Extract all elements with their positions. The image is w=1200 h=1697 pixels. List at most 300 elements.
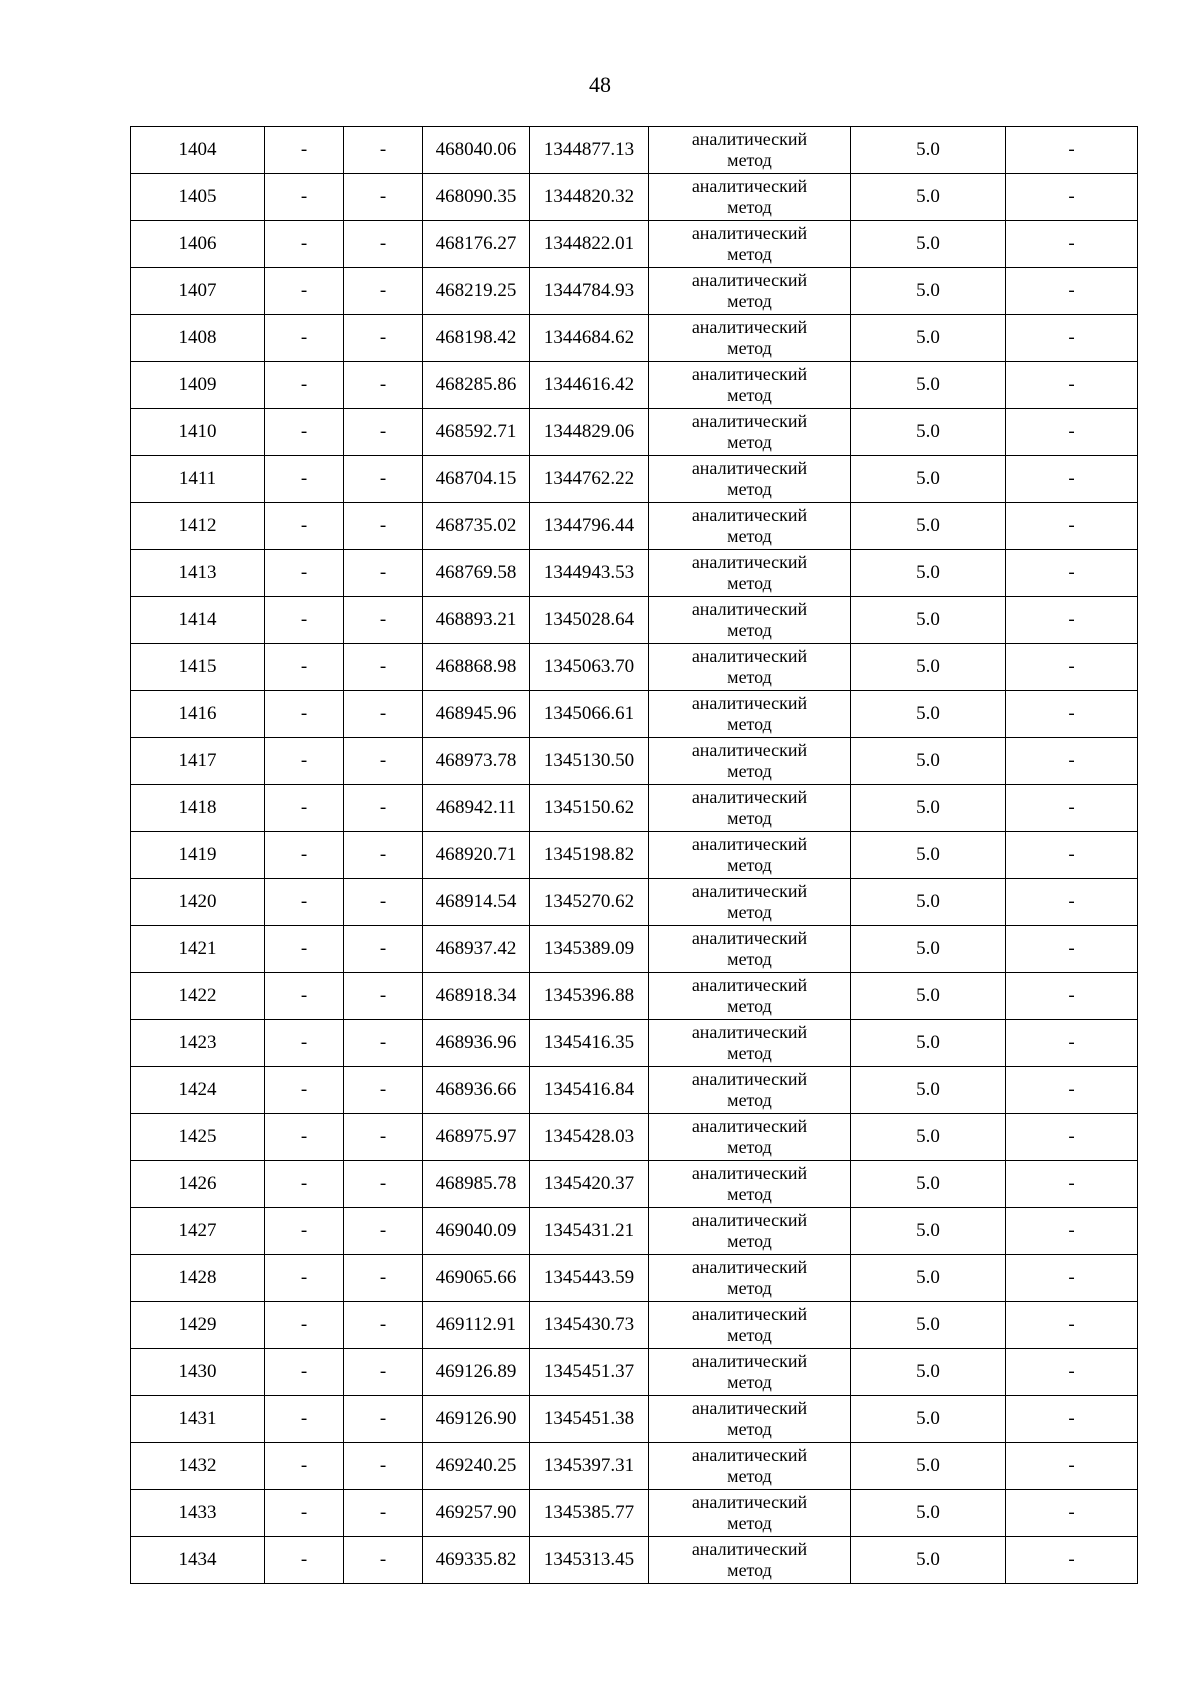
dash-cell-2: - (265, 1537, 344, 1584)
dash-cell-3: - (344, 362, 423, 409)
method-line-1: аналитический (691, 1539, 808, 1559)
accuracy-cell: 5.0 (851, 221, 1006, 268)
method-line-1: аналитический (691, 1116, 808, 1136)
method-line-2: метод (727, 1513, 772, 1533)
note-cell: - (1006, 1208, 1138, 1255)
dash-cell-3: - (344, 1255, 423, 1302)
table-row (131, 1020, 1138, 1067)
y-coordinate-cell: 1345416.84 (530, 1067, 649, 1114)
table-row (131, 973, 1138, 1020)
y-coordinate-cell: 1345443.59 (530, 1255, 649, 1302)
dash-cell-2: - (265, 1490, 344, 1537)
method-cell (649, 268, 851, 315)
point-number-cell: 1410 (131, 409, 265, 456)
note-cell: - (1006, 1396, 1138, 1443)
table-body (131, 127, 1138, 1584)
dash-cell-2: - (265, 503, 344, 550)
dash-cell-2: - (265, 926, 344, 973)
dash-cell-2: - (265, 1161, 344, 1208)
dash-cell-2: - (265, 315, 344, 362)
method-line-1: аналитический (691, 975, 808, 995)
method-line-2: метод (727, 573, 772, 593)
dash-cell-2: - (265, 268, 344, 315)
method-line-1: аналитический (691, 1492, 808, 1512)
method-line-1: аналитический (691, 1445, 808, 1465)
method-line-1: аналитический (691, 1257, 808, 1277)
method-cell (649, 1302, 851, 1349)
x-coordinate-cell: 468868.98 (423, 644, 530, 691)
y-coordinate-cell: 1345150.62 (530, 785, 649, 832)
method-line-2: метод (727, 808, 772, 828)
table-row (131, 644, 1138, 691)
method-line-1: аналитический (691, 834, 808, 854)
point-number-cell: 1425 (131, 1114, 265, 1161)
method-cell (649, 597, 851, 644)
dash-cell-2: - (265, 1443, 344, 1490)
method-line-1: аналитический (691, 505, 808, 525)
table-row (131, 550, 1138, 597)
table-row (131, 1443, 1138, 1490)
note-cell: - (1006, 550, 1138, 597)
point-number-cell: 1434 (131, 1537, 265, 1584)
x-coordinate-cell: 468198.42 (423, 315, 530, 362)
y-coordinate-cell: 1345431.21 (530, 1208, 649, 1255)
method-cell (649, 1349, 851, 1396)
method-cell (649, 1114, 851, 1161)
x-coordinate-cell: 468285.86 (423, 362, 530, 409)
method-line-2: метод (727, 432, 772, 452)
note-cell: - (1006, 1443, 1138, 1490)
dash-cell-2: - (265, 127, 344, 174)
accuracy-cell: 5.0 (851, 1020, 1006, 1067)
method-line-1: аналитический (691, 1304, 808, 1324)
dash-cell-2: - (265, 550, 344, 597)
point-number-cell: 1429 (131, 1302, 265, 1349)
method-cell (649, 738, 851, 785)
point-number-cell: 1408 (131, 315, 265, 362)
table-row (131, 1537, 1138, 1584)
note-cell: - (1006, 503, 1138, 550)
table-row (131, 1208, 1138, 1255)
method-cell (649, 832, 851, 879)
y-coordinate-cell: 1345451.38 (530, 1396, 649, 1443)
x-coordinate-cell: 469257.90 (423, 1490, 530, 1537)
x-coordinate-cell: 468945.96 (423, 691, 530, 738)
y-coordinate-cell: 1345066.61 (530, 691, 649, 738)
accuracy-cell: 5.0 (851, 503, 1006, 550)
dash-cell-3: - (344, 973, 423, 1020)
method-line-1: аналитический (691, 928, 808, 948)
method-line-1: аналитический (691, 740, 808, 760)
table-row (131, 926, 1138, 973)
y-coordinate-cell: 1344796.44 (530, 503, 649, 550)
method-line-1: аналитический (691, 552, 808, 572)
y-coordinate-cell: 1345130.50 (530, 738, 649, 785)
method-line-2: метод (727, 1278, 772, 1298)
method-line-2: метод (727, 714, 772, 734)
y-coordinate-cell: 1345198.82 (530, 832, 649, 879)
point-number-cell: 1428 (131, 1255, 265, 1302)
accuracy-cell: 5.0 (851, 1349, 1006, 1396)
dash-cell-3: - (344, 503, 423, 550)
accuracy-cell: 5.0 (851, 315, 1006, 362)
method-line-1: аналитический (691, 129, 808, 149)
method-line-1: аналитический (691, 1351, 808, 1371)
y-coordinate-cell: 1344877.13 (530, 127, 649, 174)
note-cell: - (1006, 1067, 1138, 1114)
dash-cell-2: - (265, 1208, 344, 1255)
table-row (131, 832, 1138, 879)
table-row (131, 879, 1138, 926)
table-row (131, 691, 1138, 738)
y-coordinate-cell: 1345420.37 (530, 1161, 649, 1208)
dash-cell-3: - (344, 268, 423, 315)
x-coordinate-cell: 469040.09 (423, 1208, 530, 1255)
x-coordinate-cell: 468735.02 (423, 503, 530, 550)
method-line-2: метод (727, 1466, 772, 1486)
accuracy-cell: 5.0 (851, 456, 1006, 503)
x-coordinate-cell: 468893.21 (423, 597, 530, 644)
dash-cell-3: - (344, 409, 423, 456)
x-coordinate-cell: 469335.82 (423, 1537, 530, 1584)
method-line-2: метод (727, 1231, 772, 1251)
note-cell: - (1006, 127, 1138, 174)
x-coordinate-cell: 468592.71 (423, 409, 530, 456)
accuracy-cell: 5.0 (851, 1208, 1006, 1255)
method-line-2: метод (727, 1372, 772, 1392)
dash-cell-3: - (344, 1161, 423, 1208)
dash-cell-3: - (344, 597, 423, 644)
method-line-1: аналитический (691, 1022, 808, 1042)
coordinates-table (130, 126, 1138, 1584)
method-line-2: метод (727, 761, 772, 781)
method-cell (649, 1490, 851, 1537)
method-cell (649, 221, 851, 268)
table-row (131, 785, 1138, 832)
table-row (131, 268, 1138, 315)
dash-cell-3: - (344, 832, 423, 879)
x-coordinate-cell: 469126.90 (423, 1396, 530, 1443)
point-number-cell: 1433 (131, 1490, 265, 1537)
accuracy-cell: 5.0 (851, 1490, 1006, 1537)
method-line-2: метод (727, 1043, 772, 1063)
table-row (131, 1067, 1138, 1114)
method-line-2: метод (727, 667, 772, 687)
table-row (131, 127, 1138, 174)
dash-cell-3: - (344, 550, 423, 597)
accuracy-cell: 5.0 (851, 1255, 1006, 1302)
dash-cell-2: - (265, 174, 344, 221)
table-row (131, 503, 1138, 550)
point-number-cell: 1417 (131, 738, 265, 785)
note-cell: - (1006, 973, 1138, 1020)
y-coordinate-cell: 1344943.53 (530, 550, 649, 597)
dash-cell-3: - (344, 127, 423, 174)
point-number-cell: 1405 (131, 174, 265, 221)
dash-cell-3: - (344, 1302, 423, 1349)
accuracy-cell: 5.0 (851, 926, 1006, 973)
dash-cell-2: - (265, 832, 344, 879)
dash-cell-2: - (265, 1114, 344, 1161)
y-coordinate-cell: 1345430.73 (530, 1302, 649, 1349)
accuracy-cell: 5.0 (851, 1161, 1006, 1208)
point-number-cell: 1430 (131, 1349, 265, 1396)
x-coordinate-cell: 468914.54 (423, 879, 530, 926)
note-cell: - (1006, 268, 1138, 315)
method-line-1: аналитический (691, 317, 808, 337)
table-row (131, 315, 1138, 362)
x-coordinate-cell: 468937.42 (423, 926, 530, 973)
point-number-cell: 1418 (131, 785, 265, 832)
point-number-cell: 1413 (131, 550, 265, 597)
accuracy-cell: 5.0 (851, 1537, 1006, 1584)
x-coordinate-cell: 469112.91 (423, 1302, 530, 1349)
note-cell: - (1006, 832, 1138, 879)
dash-cell-2: - (265, 879, 344, 926)
method-line-1: аналитический (691, 223, 808, 243)
point-number-cell: 1409 (131, 362, 265, 409)
dash-cell-2: - (265, 362, 344, 409)
method-line-2: метод (727, 385, 772, 405)
note-cell: - (1006, 409, 1138, 456)
note-cell: - (1006, 785, 1138, 832)
table-row (131, 1302, 1138, 1349)
table-row (131, 221, 1138, 268)
method-line-1: аналитический (691, 693, 808, 713)
dash-cell-2: - (265, 1067, 344, 1114)
y-coordinate-cell: 1345397.31 (530, 1443, 649, 1490)
method-line-1: аналитический (691, 364, 808, 384)
method-cell (649, 315, 851, 362)
method-line-1: аналитический (691, 458, 808, 478)
method-cell (649, 1020, 851, 1067)
point-number-cell: 1424 (131, 1067, 265, 1114)
dash-cell-3: - (344, 926, 423, 973)
method-line-2: метод (727, 1325, 772, 1345)
dash-cell-2: - (265, 973, 344, 1020)
point-number-cell: 1419 (131, 832, 265, 879)
note-cell: - (1006, 1020, 1138, 1067)
y-coordinate-cell: 1345389.09 (530, 926, 649, 973)
note-cell: - (1006, 926, 1138, 973)
dash-cell-2: - (265, 785, 344, 832)
x-coordinate-cell: 468973.78 (423, 738, 530, 785)
x-coordinate-cell: 469240.25 (423, 1443, 530, 1490)
accuracy-cell: 5.0 (851, 174, 1006, 221)
accuracy-cell: 5.0 (851, 1443, 1006, 1490)
method-line-2: метод (727, 338, 772, 358)
y-coordinate-cell: 1345270.62 (530, 879, 649, 926)
method-line-1: аналитический (691, 1398, 808, 1418)
point-number-cell: 1404 (131, 127, 265, 174)
method-line-2: метод (727, 949, 772, 969)
point-number-cell: 1422 (131, 973, 265, 1020)
method-line-1: аналитический (691, 881, 808, 901)
x-coordinate-cell: 468918.34 (423, 973, 530, 1020)
dash-cell-2: - (265, 691, 344, 738)
accuracy-cell: 5.0 (851, 1114, 1006, 1161)
method-cell (649, 879, 851, 926)
point-number-cell: 1412 (131, 503, 265, 550)
y-coordinate-cell: 1344829.06 (530, 409, 649, 456)
method-line-2: метод (727, 1090, 772, 1110)
accuracy-cell: 5.0 (851, 973, 1006, 1020)
method-cell (649, 1443, 851, 1490)
accuracy-cell: 5.0 (851, 785, 1006, 832)
point-number-cell: 1411 (131, 456, 265, 503)
dash-cell-3: - (344, 1067, 423, 1114)
method-cell (649, 1396, 851, 1443)
method-line-2: метод (727, 1184, 772, 1204)
dash-cell-3: - (344, 315, 423, 362)
x-coordinate-cell: 469126.89 (423, 1349, 530, 1396)
method-cell (649, 174, 851, 221)
y-coordinate-cell: 1344822.01 (530, 221, 649, 268)
dash-cell-3: - (344, 456, 423, 503)
x-coordinate-cell: 468704.15 (423, 456, 530, 503)
x-coordinate-cell: 468176.27 (423, 221, 530, 268)
note-cell: - (1006, 1537, 1138, 1584)
y-coordinate-cell: 1344820.32 (530, 174, 649, 221)
point-number-cell: 1420 (131, 879, 265, 926)
dash-cell-3: - (344, 1349, 423, 1396)
method-cell (649, 785, 851, 832)
y-coordinate-cell: 1345396.88 (530, 973, 649, 1020)
y-coordinate-cell: 1344762.22 (530, 456, 649, 503)
method-cell (649, 644, 851, 691)
x-coordinate-cell: 468769.58 (423, 550, 530, 597)
note-cell: - (1006, 597, 1138, 644)
page-number: 48 (589, 72, 611, 97)
point-number-cell: 1427 (131, 1208, 265, 1255)
method-line-1: аналитический (691, 599, 808, 619)
method-line-2: метод (727, 1137, 772, 1157)
dash-cell-3: - (344, 879, 423, 926)
note-cell: - (1006, 1255, 1138, 1302)
method-line-2: метод (727, 620, 772, 640)
method-line-1: аналитический (691, 1210, 808, 1230)
dash-cell-2: - (265, 644, 344, 691)
table-row (131, 1490, 1138, 1537)
dash-cell-3: - (344, 1396, 423, 1443)
method-cell (649, 1537, 851, 1584)
dash-cell-2: - (265, 1255, 344, 1302)
method-line-2: метод (727, 197, 772, 217)
method-line-1: аналитический (691, 176, 808, 196)
dash-cell-2: - (265, 1302, 344, 1349)
method-line-2: метод (727, 1419, 772, 1439)
note-cell: - (1006, 456, 1138, 503)
dash-cell-3: - (344, 1490, 423, 1537)
method-line-1: аналитический (691, 646, 808, 666)
note-cell: - (1006, 738, 1138, 785)
point-number-cell: 1414 (131, 597, 265, 644)
accuracy-cell: 5.0 (851, 644, 1006, 691)
method-line-2: метод (727, 855, 772, 875)
table-row (131, 456, 1138, 503)
y-coordinate-cell: 1345313.45 (530, 1537, 649, 1584)
method-line-1: аналитический (691, 270, 808, 290)
dash-cell-3: - (344, 1443, 423, 1490)
point-number-cell: 1426 (131, 1161, 265, 1208)
point-number-cell: 1415 (131, 644, 265, 691)
table-row (131, 597, 1138, 644)
note-cell: - (1006, 221, 1138, 268)
accuracy-cell: 5.0 (851, 1396, 1006, 1443)
note-cell: - (1006, 691, 1138, 738)
dash-cell-2: - (265, 738, 344, 785)
dash-cell-2: - (265, 409, 344, 456)
x-coordinate-cell: 468936.96 (423, 1020, 530, 1067)
dash-cell-2: - (265, 597, 344, 644)
y-coordinate-cell: 1345028.64 (530, 597, 649, 644)
method-cell (649, 1067, 851, 1114)
x-coordinate-cell: 469065.66 (423, 1255, 530, 1302)
method-line-2: метод (727, 902, 772, 922)
x-coordinate-cell: 468975.97 (423, 1114, 530, 1161)
x-coordinate-cell: 468985.78 (423, 1161, 530, 1208)
accuracy-cell: 5.0 (851, 362, 1006, 409)
table-row (131, 738, 1138, 785)
point-number-cell: 1432 (131, 1443, 265, 1490)
dash-cell-3: - (344, 785, 423, 832)
method-cell (649, 926, 851, 973)
dash-cell-2: - (265, 456, 344, 503)
accuracy-cell: 5.0 (851, 1302, 1006, 1349)
x-coordinate-cell: 468936.66 (423, 1067, 530, 1114)
method-line-2: метод (727, 244, 772, 264)
note-cell: - (1006, 1161, 1138, 1208)
note-cell: - (1006, 315, 1138, 362)
table-row (131, 1255, 1138, 1302)
method-cell (649, 456, 851, 503)
point-number-cell: 1406 (131, 221, 265, 268)
dash-cell-3: - (344, 221, 423, 268)
accuracy-cell: 5.0 (851, 127, 1006, 174)
y-coordinate-cell: 1345385.77 (530, 1490, 649, 1537)
method-line-1: аналитический (691, 787, 808, 807)
method-line-2: метод (727, 150, 772, 170)
method-cell (649, 503, 851, 550)
dash-cell-2: - (265, 221, 344, 268)
note-cell: - (1006, 644, 1138, 691)
method-line-2: метод (727, 291, 772, 311)
method-line-2: метод (727, 526, 772, 546)
table-row (131, 1161, 1138, 1208)
dash-cell-3: - (344, 1537, 423, 1584)
method-cell (649, 409, 851, 456)
note-cell: - (1006, 362, 1138, 409)
method-cell (649, 1255, 851, 1302)
table-row (131, 1349, 1138, 1396)
dash-cell-2: - (265, 1020, 344, 1067)
method-cell (649, 362, 851, 409)
accuracy-cell: 5.0 (851, 597, 1006, 644)
accuracy-cell: 5.0 (851, 550, 1006, 597)
x-coordinate-cell: 468219.25 (423, 268, 530, 315)
method-line-1: аналитический (691, 411, 808, 431)
method-cell (649, 550, 851, 597)
accuracy-cell: 5.0 (851, 832, 1006, 879)
y-coordinate-cell: 1345063.70 (530, 644, 649, 691)
y-coordinate-cell: 1345428.03 (530, 1114, 649, 1161)
method-cell (649, 1161, 851, 1208)
dash-cell-3: - (344, 1020, 423, 1067)
method-line-1: аналитический (691, 1069, 808, 1089)
y-coordinate-cell: 1344784.93 (530, 268, 649, 315)
table-row (131, 1396, 1138, 1443)
note-cell: - (1006, 1302, 1138, 1349)
